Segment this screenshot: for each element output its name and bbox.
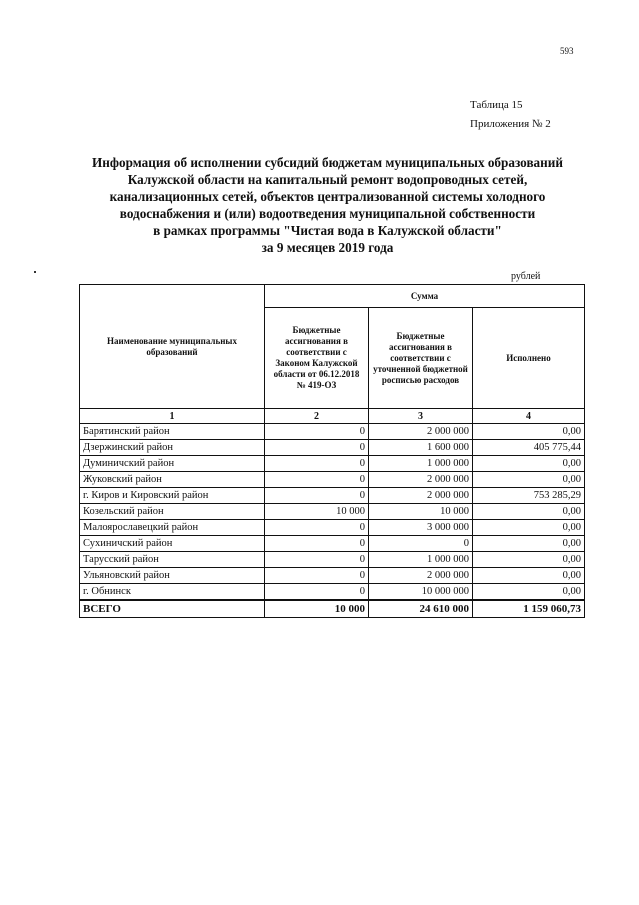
revised-allocation: 2 000 000 [369,424,473,440]
district-name: Ульяновский район [80,568,265,584]
revised-allocation: 2 000 000 [369,488,473,504]
executed-amount: 0,00 [473,424,585,440]
total-executed: 1 159 060,73 [473,600,585,618]
total-revised: 24 610 000 [369,600,473,618]
executed-amount: 0,00 [473,584,585,601]
scan-speck [34,271,36,273]
district-name: Думиничский район [80,456,265,472]
table-row [80,552,585,568]
law-allocation: 0 [265,552,369,568]
executed-amount: 753 285,29 [473,488,585,504]
law-allocation: 0 [265,584,369,601]
revised-allocation: 1 000 000 [369,456,473,472]
total-label: ВСЕГО [80,600,265,618]
executed-amount: 0,00 [473,552,585,568]
district-name: г. Киров и Кировский район [80,488,265,504]
title-line: канализационных сетей, объектов централизованной системы холодного [109,189,546,204]
district-name: Тарусский район [80,552,265,568]
district-name: Козельский район [80,504,265,520]
header-law-allocation: Бюджетные ассигнования в соответствии с Законом Калужской области от 06.12.2018 № 419-ОЗ [265,308,369,409]
revised-allocation: 1 600 000 [369,440,473,456]
header-revised-allocation: Бюджетные ассигнования в соответствии с уточненной бюджетной росписью расходов [369,308,473,409]
subsidy-table [79,284,585,618]
table-row [80,488,585,504]
law-allocation: 0 [265,520,369,536]
header-sum: Сумма [265,285,585,308]
total-law: 10 000 [265,600,369,618]
law-allocation: 0 [265,424,369,440]
executed-amount: 0,00 [473,520,585,536]
district-name: г. Обнинск [80,584,265,601]
table-row [80,440,585,456]
executed-amount: 405 775,44 [473,440,585,456]
table-label: Таблица 15 [470,99,523,111]
document-title [60,154,595,256]
column-number: 3 [369,409,473,424]
table-row [80,520,585,536]
appendix-label: Приложения № 2 [470,118,551,130]
law-allocation: 0 [265,456,369,472]
district-name: Сухиничский район [80,536,265,552]
title-line: в рамках программы "Чистая вода в Калужской области" [153,223,502,238]
header-executed: Исполнено [473,308,585,409]
revised-allocation: 2 000 000 [369,472,473,488]
table-row [80,568,585,584]
revised-allocation: 1 000 000 [369,552,473,568]
column-number: 4 [473,409,585,424]
table-row [80,504,585,520]
law-allocation: 10 000 [265,504,369,520]
revised-allocation: 10 000 [369,504,473,520]
column-number: 1 [80,409,265,424]
title-line: Калужской области на капитальный ремонт водопроводных сетей, [127,172,528,187]
header-name: Наименование муниципальных образований [80,285,265,409]
revised-allocation: 3 000 000 [369,520,473,536]
revised-allocation: 0 [369,536,473,552]
title-line: за 9 месяцев 2019 года [261,240,394,255]
district-name: Барятинский район [80,424,265,440]
executed-amount: 0,00 [473,472,585,488]
executed-amount: 0,00 [473,536,585,552]
revised-allocation: 10 000 000 [369,584,473,601]
executed-amount: 0,00 [473,568,585,584]
district-name: Малоярославецкий район [80,520,265,536]
table-row [80,456,585,472]
table-row [80,424,585,440]
law-allocation: 0 [265,472,369,488]
law-allocation: 0 [265,568,369,584]
table-row [80,536,585,552]
law-allocation: 0 [265,440,369,456]
revised-allocation: 2 000 000 [369,568,473,584]
page-number: 593 [560,46,574,56]
title-line: водоснабжения и (или) водоотведения муниципальной собственности [119,206,536,221]
executed-amount: 0,00 [473,456,585,472]
appendix-reference [470,96,551,134]
table-row [80,472,585,488]
table-row [80,584,585,601]
district-name: Жуковский район [80,472,265,488]
unit-label: рублей [511,271,541,282]
law-allocation: 0 [265,488,369,504]
total-row [80,600,585,618]
executed-amount: 0,00 [473,504,585,520]
law-allocation: 0 [265,536,369,552]
column-number: 2 [265,409,369,424]
district-name: Дзержинский район [80,440,265,456]
title-line: Информация об исполнении субсидий бюджетам муниципальных образований [92,155,563,170]
